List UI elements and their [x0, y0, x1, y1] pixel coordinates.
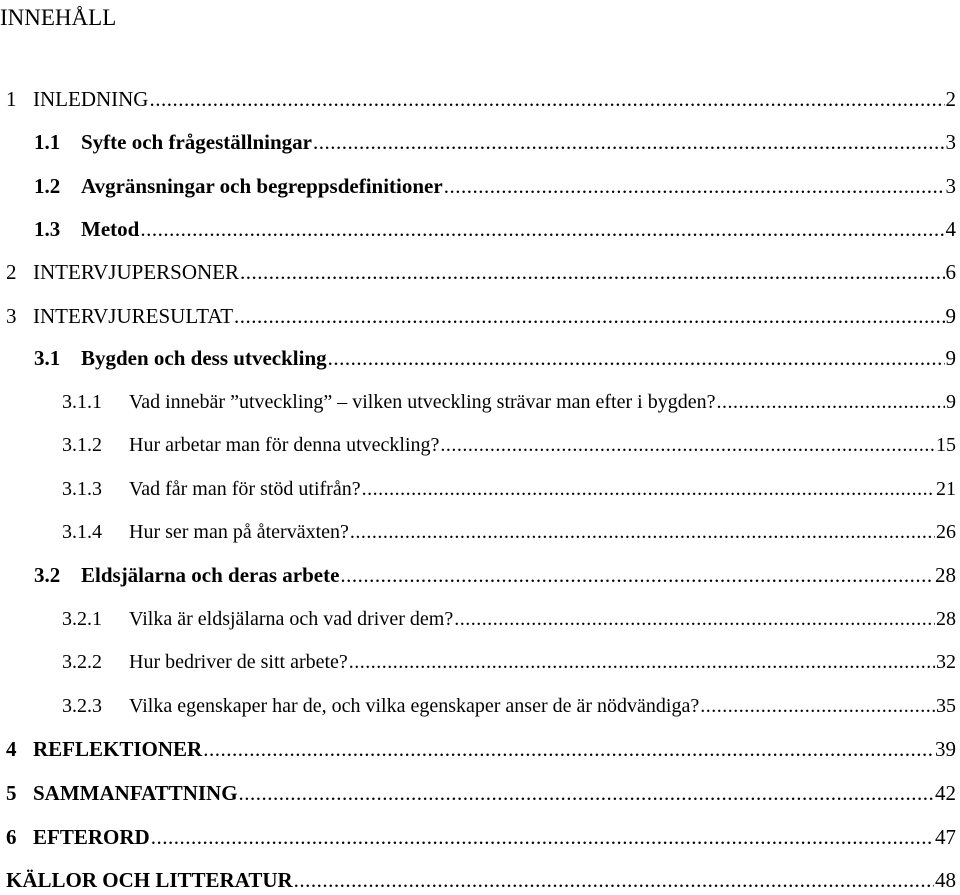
toc-entry-title: Avgränsningar och begreppsdefinitioner	[81, 174, 443, 198]
toc-entry-title: Eldsjälarna och deras arbete	[81, 563, 340, 587]
toc-entry[interactable]	[62, 474, 956, 504]
toc-entry-page: 39	[935, 737, 956, 761]
toc-entry-title: INTERVJUPERSONER	[33, 260, 240, 284]
toc-dot-leader	[313, 127, 945, 157]
toc-entry-title: Hur bedriver de sitt arbete?	[129, 651, 348, 673]
toc-entry-title: KÄLLOR OCH LITTERATUR	[6, 868, 293, 892]
toc-entry-number: 5	[6, 781, 17, 805]
toc-entry-page: 47	[935, 825, 956, 849]
toc-entry-page: 32	[936, 651, 956, 673]
toc-entry-page: 6	[945, 260, 956, 284]
toc-entry-number: 3.1.4	[62, 521, 102, 543]
toc-entry-page: 4	[945, 217, 956, 241]
toc-entry[interactable]	[6, 822, 956, 852]
toc-entry-number: 3.1	[34, 346, 61, 370]
toc-entry-title: INLEDNING	[33, 87, 149, 111]
toc-entry-page: 48	[935, 868, 956, 892]
toc-entry[interactable]	[6, 257, 956, 287]
toc-entry[interactable]	[62, 517, 956, 547]
toc-entry-number: 3.1.2	[62, 434, 102, 456]
toc-entry-title: Vilka är eldsjälarna och vad driver dem?	[129, 608, 454, 630]
toc-entry-number: 6	[6, 825, 17, 849]
toc-entry[interactable]	[6, 865, 956, 895]
toc-entry-page: 35	[936, 695, 956, 717]
toc-entry-number: 3	[6, 304, 17, 328]
toc-dot-leader	[149, 84, 944, 114]
toc-entry-page: 9	[945, 346, 956, 370]
toc-entry-page: 2	[945, 87, 956, 111]
toc-entry-page: 28	[935, 563, 956, 587]
toc-entry-page: 26	[936, 521, 956, 543]
toc-dot-leader	[362, 474, 935, 504]
toc-entry[interactable]	[6, 734, 956, 764]
toc-entry-number: 1.2	[34, 174, 61, 198]
toc-entry-title: Hur arbetar man för denna utveckling?	[129, 434, 440, 456]
toc-entry-title: Syfte och frågeställningar	[81, 130, 312, 154]
toc-dot-leader	[444, 171, 945, 201]
toc-entry[interactable]	[62, 430, 956, 460]
toc-entry[interactable]	[62, 604, 956, 634]
toc-entry-number: 1	[6, 87, 17, 111]
toc-dot-leader	[294, 865, 934, 895]
toc-entry[interactable]	[34, 560, 956, 590]
toc-dot-leader	[700, 691, 935, 721]
toc-entry-title: EFTERORD	[33, 825, 150, 849]
toc-entry-number: 3.1.3	[62, 478, 102, 500]
toc-entry-title: REFLEKTIONER	[33, 737, 203, 761]
toc-entry[interactable]	[6, 778, 956, 808]
toc-entry[interactable]	[34, 127, 956, 157]
toc-entry-page: 3	[945, 174, 956, 198]
toc-dot-leader	[151, 822, 934, 852]
toc-entry-page: 21	[936, 478, 956, 500]
toc-dot-leader	[203, 734, 934, 764]
toc-entry-page: 15	[936, 434, 956, 456]
toc-dot-leader	[716, 387, 945, 417]
toc-entry-title: Bygden och dess utveckling	[81, 346, 327, 370]
toc-entry[interactable]	[6, 301, 956, 331]
toc-dot-leader	[440, 430, 935, 460]
toc-entry-number: 1.3	[34, 217, 61, 241]
toc-entry[interactable]	[62, 647, 956, 677]
toc-entry-number: 3.2.1	[62, 608, 102, 630]
toc-dot-leader	[349, 647, 935, 677]
toc-entry-title: INTERVJURESULTAT	[33, 304, 234, 328]
toc-entry-number: 4	[6, 737, 17, 761]
toc-entry-page: 9	[945, 304, 956, 328]
toc-entry-number: 2	[6, 260, 17, 284]
toc-dot-leader	[454, 604, 935, 634]
toc-entry-number: 3.2.2	[62, 651, 102, 673]
toc-entry-page: 42	[935, 781, 956, 805]
toc-dot-leader	[350, 517, 935, 547]
toc-entry-number: 1.1	[34, 130, 61, 154]
toc-entry[interactable]	[62, 691, 956, 721]
toc-entry-title: Vad innebär ”utveckling” – vilken utveckling strävar man efter i bygden?	[129, 391, 716, 413]
toc-entry-number: 3.1.1	[62, 391, 102, 413]
toc-entry-title: Metod	[81, 217, 140, 241]
toc-entry-title: Vad får man för stöd utifrån?	[129, 478, 361, 500]
toc-dot-leader	[234, 301, 944, 331]
toc-entry-page: 9	[946, 391, 956, 413]
toc-entry[interactable]	[34, 343, 956, 373]
toc-dot-leader	[239, 778, 934, 808]
toc-entry-number: 3.2.3	[62, 695, 102, 717]
toc-entry[interactable]	[62, 387, 956, 417]
toc-entry[interactable]	[6, 84, 956, 114]
page-title: INNEHÅLL	[0, 5, 117, 30]
toc-entry-number: 3.2	[34, 563, 61, 587]
toc-dot-leader	[240, 257, 944, 287]
toc-entry-page: 28	[936, 608, 956, 630]
toc-entry-page: 3	[945, 130, 956, 154]
toc-entry[interactable]	[34, 171, 956, 201]
toc-dot-leader	[328, 343, 945, 373]
toc-entry-title: SAMMANFATTNING	[33, 781, 238, 805]
toc-dot-leader	[340, 560, 934, 590]
toc-entry-title: Hur ser man på återväxten?	[129, 521, 349, 543]
toc-entry-title: Vilka egenskaper har de, och vilka egenskaper anser de är nödvändiga?	[129, 695, 700, 717]
toc-dot-leader	[140, 214, 944, 244]
toc-entry[interactable]	[34, 214, 956, 244]
